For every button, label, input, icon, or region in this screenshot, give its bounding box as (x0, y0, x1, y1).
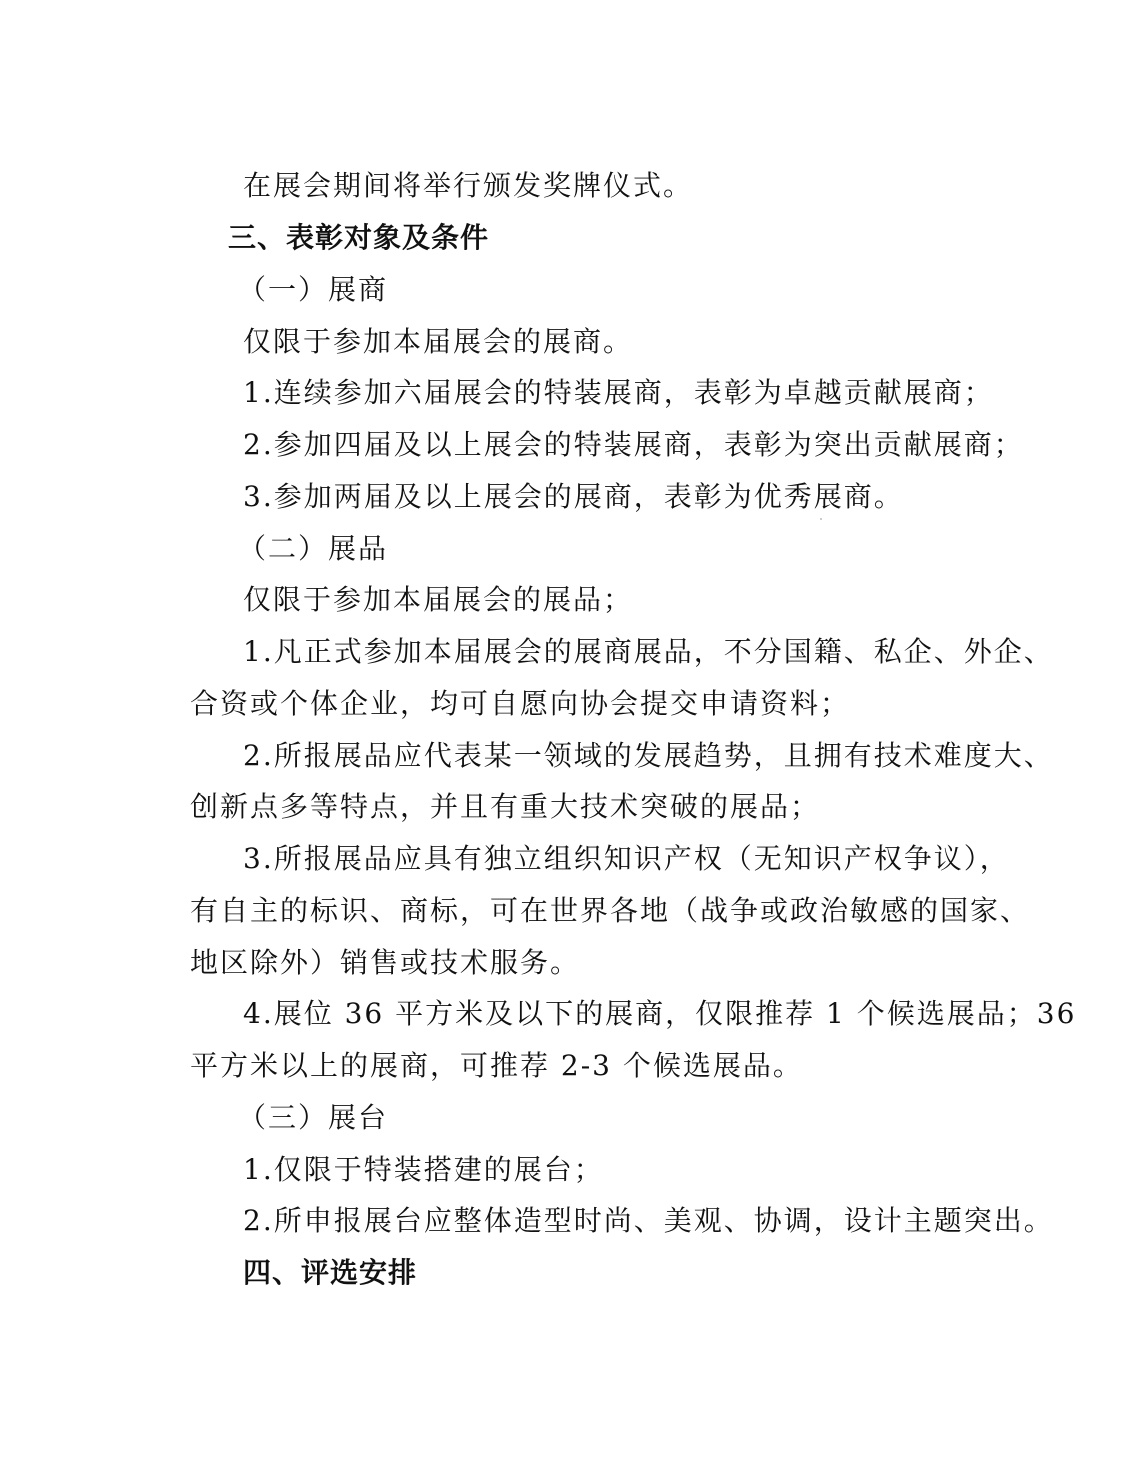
list-item-exhibit-2-cont: 创新点多等特点，并且有重大技术突破的展品； (190, 790, 821, 823)
list-item-exhibitor-3: 3.参加两届及以上展会的展商，表彰为优秀展商。 (243, 480, 904, 513)
list-item-exhibit-1-cont: 合资或个体企业，均可自愿向协会提交申请资料； (190, 687, 851, 720)
list-item-exhibit-3: 3.所报展品应具有独立组织知识产权（无知识产权争议）， (243, 842, 1010, 875)
list-item-exhibit-1: 1.凡正式参加本届展会的展商展品，不分国籍、私企、外企、 (243, 635, 1054, 668)
list-item-booth-1: 1.仅限于特装搭建的展台； (243, 1153, 604, 1186)
list-item-exhibit-2: 2.所报展品应代表某一领域的发展趋势，且拥有技术难度大、 (243, 739, 1054, 772)
subheading-booths: （三）展台 (238, 1101, 389, 1134)
paragraph-exhibits-scope: 仅限于参加本届展会的展品； (243, 583, 634, 616)
subheading-exhibitors: （一）展商 (238, 273, 389, 306)
list-item-booth-2: 2.所申报展台应整体造型时尚、美观、协调，设计主题突出。 (243, 1204, 1054, 1237)
list-item-exhibit-3-cont: 有自主的标识、商标，可在世界各地（战争或政治敏感的国家、 (190, 894, 1031, 927)
list-item-exhibitor-1: 1.连续参加六届展会的特装展商，表彰为卓越贡献展商； (243, 376, 994, 409)
list-item-exhibit-4-cont: 平方米以上的展商，可推荐 2-3 个候选展品。 (190, 1049, 803, 1082)
list-item-exhibit-3-cont-2: 地区除外）销售或技术服务。 (190, 946, 581, 979)
scan-speck (820, 518, 822, 520)
list-item-exhibit-4: 4.展位 36 平方米及以下的展商，仅限推荐 1 个候选展品；36 (243, 997, 1077, 1030)
paragraph-award-ceremony: 在展会期间将举行颁发奖牌仪式。 (243, 169, 694, 202)
list-item-exhibitor-2: 2.参加四届及以上展会的特装展商，表彰为突出贡献展商； (243, 428, 1024, 461)
section-heading-4: 四、评选安排 (243, 1256, 418, 1289)
section-heading-3: 三、表彰对象及条件 (228, 221, 490, 254)
subheading-exhibits: （二）展品 (238, 532, 389, 565)
paragraph-exhibitors-scope: 仅限于参加本届展会的展商。 (243, 325, 634, 358)
